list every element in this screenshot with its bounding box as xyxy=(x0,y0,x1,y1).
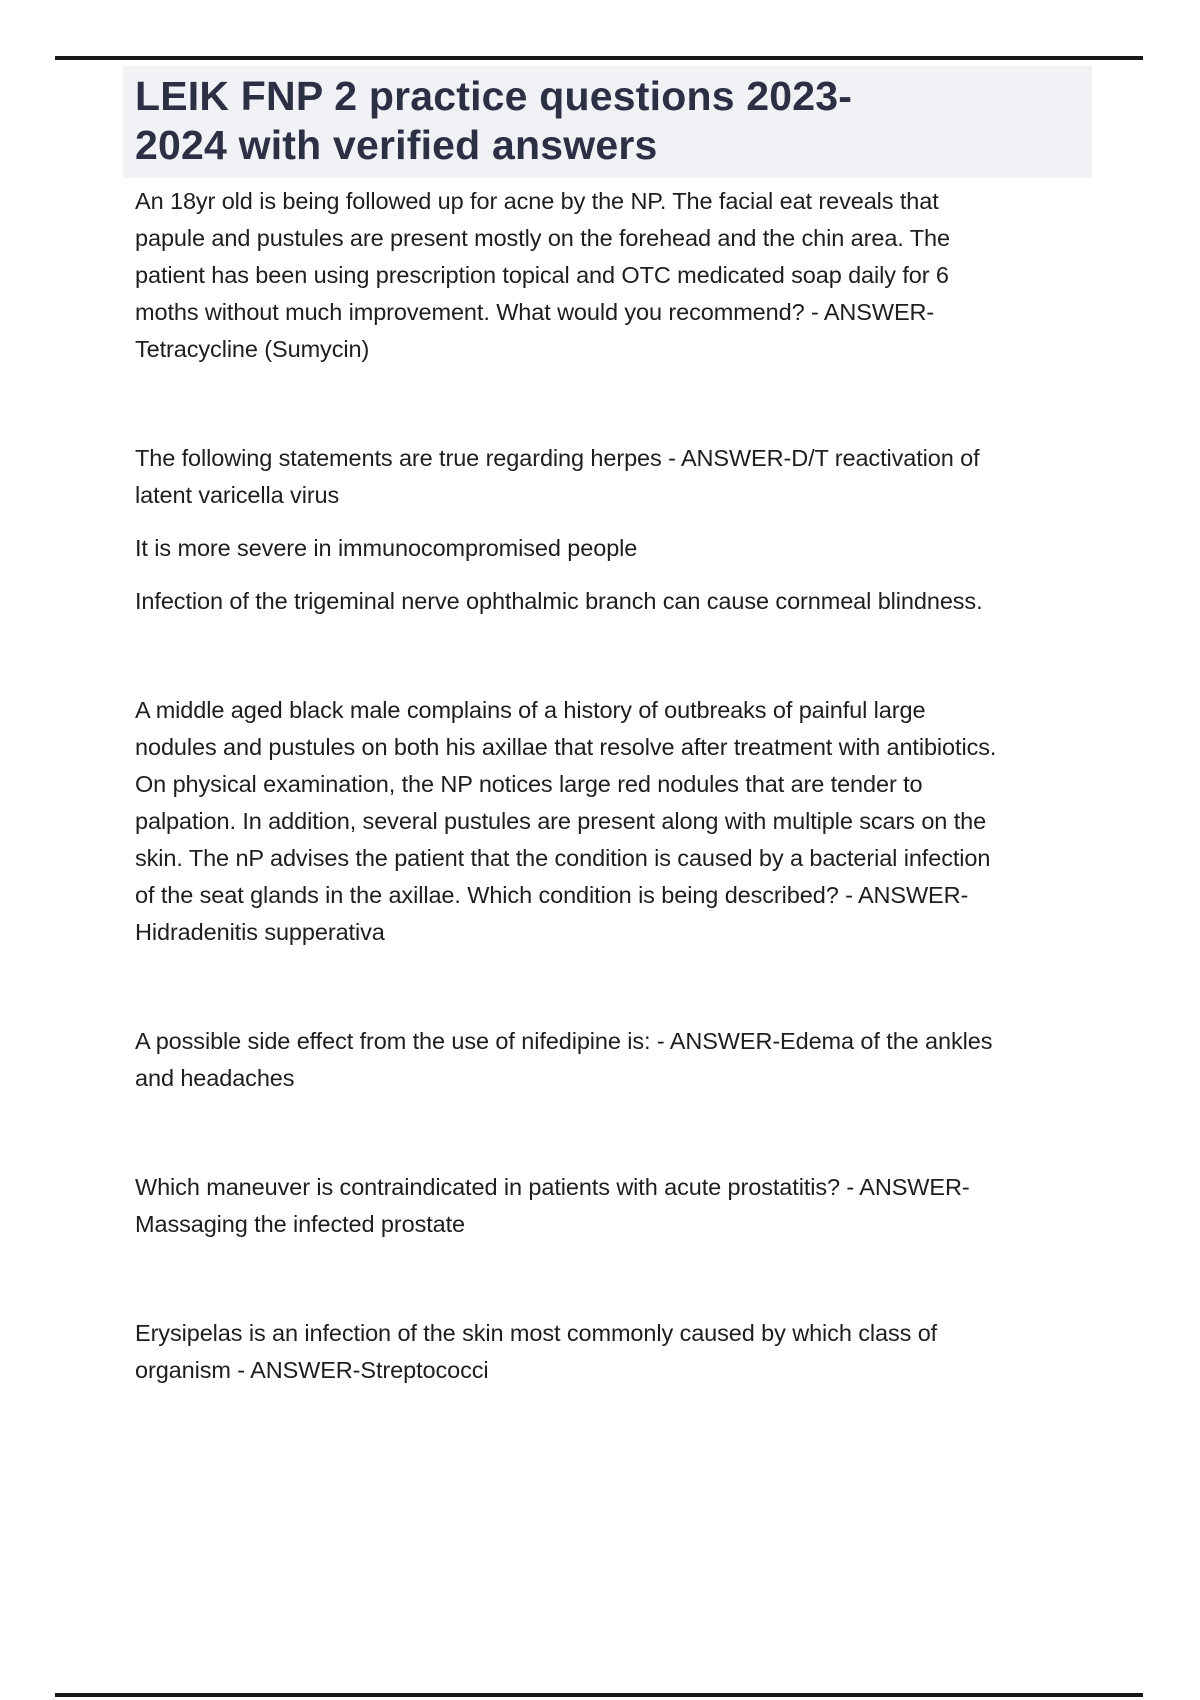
bottom-rule xyxy=(55,1693,1143,1697)
qa-paragraph: An 18yr old is being followed up for acne by the NP. The facial eat reveals that papule and pustules are present mostly on the forehead and the chin area. The patient has been using prescription topical and OTC medicated soap daily for 6 moths without much improvement. What would you recommend? - ANSWER-Tetracycline (Sumycin) xyxy=(135,188,950,362)
qa-paragraph: It is more severe in immunocompromised people xyxy=(135,535,638,561)
qa-paragraph: Erysipelas is an infection of the skin most commonly caused by which class of organism - ANSWER-Streptococci xyxy=(135,1320,938,1383)
qa-paragraph: Which maneuver is contraindicated in patients with acute prostatitis? - ANSWER-Massaging the infected prostate xyxy=(135,1174,970,1237)
qa-paragraph: The following statements are true regarding herpes - ANSWER-D/T reactivation of latent varicella virus xyxy=(135,445,980,508)
qa-paragraph: A possible side effect from the use of nifedipine is: - ANSWER-Edema of the ankles and headaches xyxy=(135,1028,993,1091)
title-line-2: 2024 with verified answers xyxy=(135,122,658,168)
document-body xyxy=(135,183,1005,1405)
qa-paragraph: Infection of the trigeminal nerve ophthalmic branch can cause cornmeal blindness. xyxy=(135,588,983,614)
top-rule xyxy=(55,56,1143,60)
document-title xyxy=(123,66,1092,178)
title-line-1: LEIK FNP 2 practice questions 2023- xyxy=(135,73,853,119)
qa-paragraph: A middle aged black male complains of a history of outbreaks of painful large nodules and pustules on both his axillae that resolve after treatment with antibiotics. On physical examination, the NP notices large red nodules that are tender to palpation. In addition, several pustules are present along with multiple scars on the skin. The nP advises the patient that the condition is caused by a bacterial infection of the seat glands in the axillae. Which condition is being described? - ANSWER-Hidradenitis supperativa xyxy=(135,697,997,945)
